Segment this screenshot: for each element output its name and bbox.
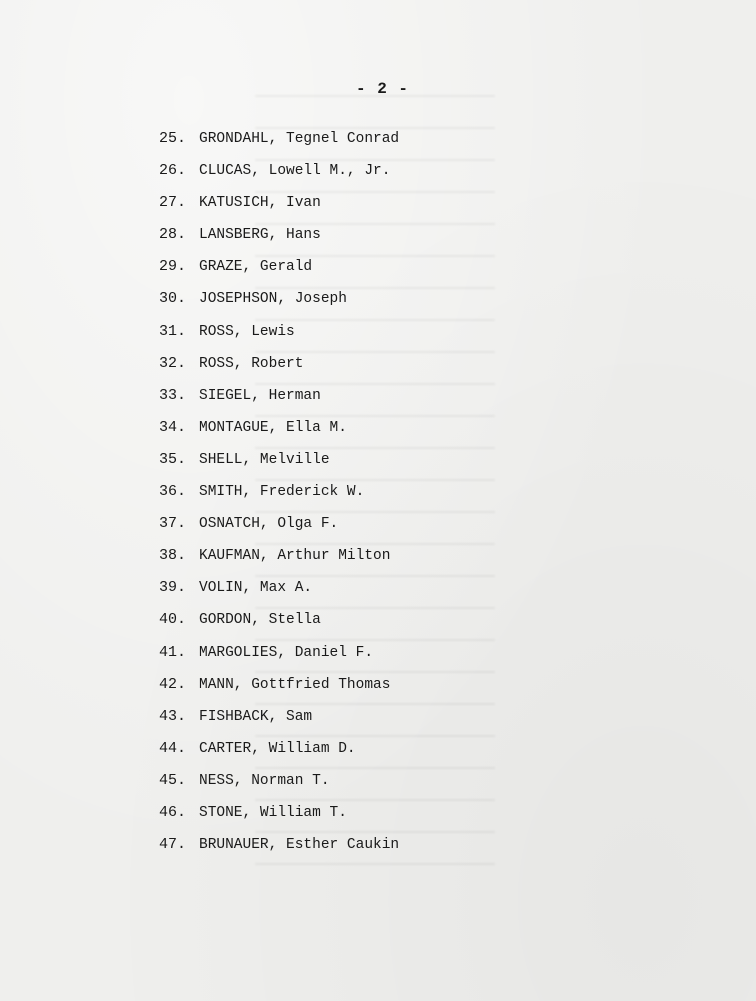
entry-name: JOSEPHSON, Joseph bbox=[199, 291, 347, 308]
name-list bbox=[159, 128, 399, 866]
entry-number: 31. bbox=[159, 322, 187, 340]
entry-number: 46. bbox=[159, 803, 187, 821]
entry-number: 28. bbox=[159, 226, 187, 244]
list-item bbox=[159, 256, 399, 288]
entry-number: 30. bbox=[159, 290, 187, 308]
entry-name: SMITH, Frederick W. bbox=[199, 484, 365, 501]
entry-name: SHELL, Melville bbox=[199, 451, 330, 468]
entry-number: 32. bbox=[159, 354, 187, 372]
entry-number: 41. bbox=[159, 643, 187, 661]
list-item bbox=[159, 321, 399, 353]
entry-number: 42. bbox=[159, 675, 187, 693]
entry-name: VOLIN, Max A. bbox=[199, 580, 313, 597]
list-item bbox=[159, 288, 399, 320]
entry-name: MANN, Gottfried Thomas bbox=[199, 676, 391, 693]
list-item bbox=[159, 192, 399, 224]
entry-number: 38. bbox=[159, 547, 187, 565]
entry-number: 26. bbox=[159, 162, 187, 180]
list-item bbox=[159, 577, 399, 609]
list-item bbox=[159, 545, 399, 577]
entry-number: 37. bbox=[159, 515, 187, 533]
entry-name: GRAZE, Gerald bbox=[199, 259, 313, 276]
entry-name: ROSS, Lewis bbox=[199, 323, 295, 340]
entry-name: BRUNAUER, Esther Caukin bbox=[199, 837, 400, 854]
entry-name: KATUSICH, Ivan bbox=[199, 195, 321, 212]
list-item bbox=[159, 770, 399, 802]
entry-name: CARTER, William D. bbox=[199, 740, 356, 757]
entry-name: CLUCAS, Lowell M., Jr. bbox=[199, 163, 391, 180]
entry-name: SIEGEL, Herman bbox=[199, 387, 321, 404]
entry-name: NESS, Norman T. bbox=[199, 772, 330, 789]
entry-number: 35. bbox=[159, 450, 187, 468]
list-item bbox=[159, 417, 399, 449]
entry-number: 33. bbox=[159, 386, 187, 404]
entry-name: MONTAGUE, Ella M. bbox=[199, 419, 347, 436]
list-item bbox=[159, 513, 399, 545]
entry-name: ROSS, Robert bbox=[199, 355, 304, 372]
list-item bbox=[159, 449, 399, 481]
entry-name: LANSBERG, Hans bbox=[199, 227, 321, 244]
entry-number: 47. bbox=[159, 836, 187, 854]
entry-name: KAUFMAN, Arthur Milton bbox=[199, 548, 391, 565]
entry-number: 29. bbox=[159, 258, 187, 276]
entry-number: 27. bbox=[159, 194, 187, 212]
list-item bbox=[159, 642, 399, 674]
entry-name: FISHBACK, Sam bbox=[199, 708, 313, 725]
entry-name: STONE, William T. bbox=[199, 804, 347, 821]
entry-number: 45. bbox=[159, 771, 187, 789]
list-item bbox=[159, 160, 399, 192]
list-item bbox=[159, 353, 399, 385]
entry-number: 44. bbox=[159, 739, 187, 757]
list-item bbox=[159, 385, 399, 417]
page-number: - 2 - bbox=[356, 80, 410, 98]
entry-number: 34. bbox=[159, 418, 187, 436]
list-item bbox=[159, 224, 399, 256]
list-item bbox=[159, 802, 399, 834]
entry-name: MARGOLIES, Daniel F. bbox=[199, 644, 374, 661]
list-item bbox=[159, 609, 399, 641]
entry-name: OSNATCH, Olga F. bbox=[199, 516, 339, 533]
list-item bbox=[159, 128, 399, 160]
entry-number: 39. bbox=[159, 579, 187, 597]
list-item bbox=[159, 834, 399, 866]
entry-number: 25. bbox=[159, 130, 187, 147]
entry-number: 40. bbox=[159, 611, 187, 629]
entry-name: GRONDAHL, Tegnel Conrad bbox=[199, 131, 400, 147]
entry-name: GORDON, Stella bbox=[199, 612, 321, 629]
list-item bbox=[159, 738, 399, 770]
entry-number: 36. bbox=[159, 483, 187, 501]
list-item bbox=[159, 481, 399, 513]
list-item bbox=[159, 706, 399, 738]
list-item bbox=[159, 674, 399, 706]
entry-number: 43. bbox=[159, 707, 187, 725]
